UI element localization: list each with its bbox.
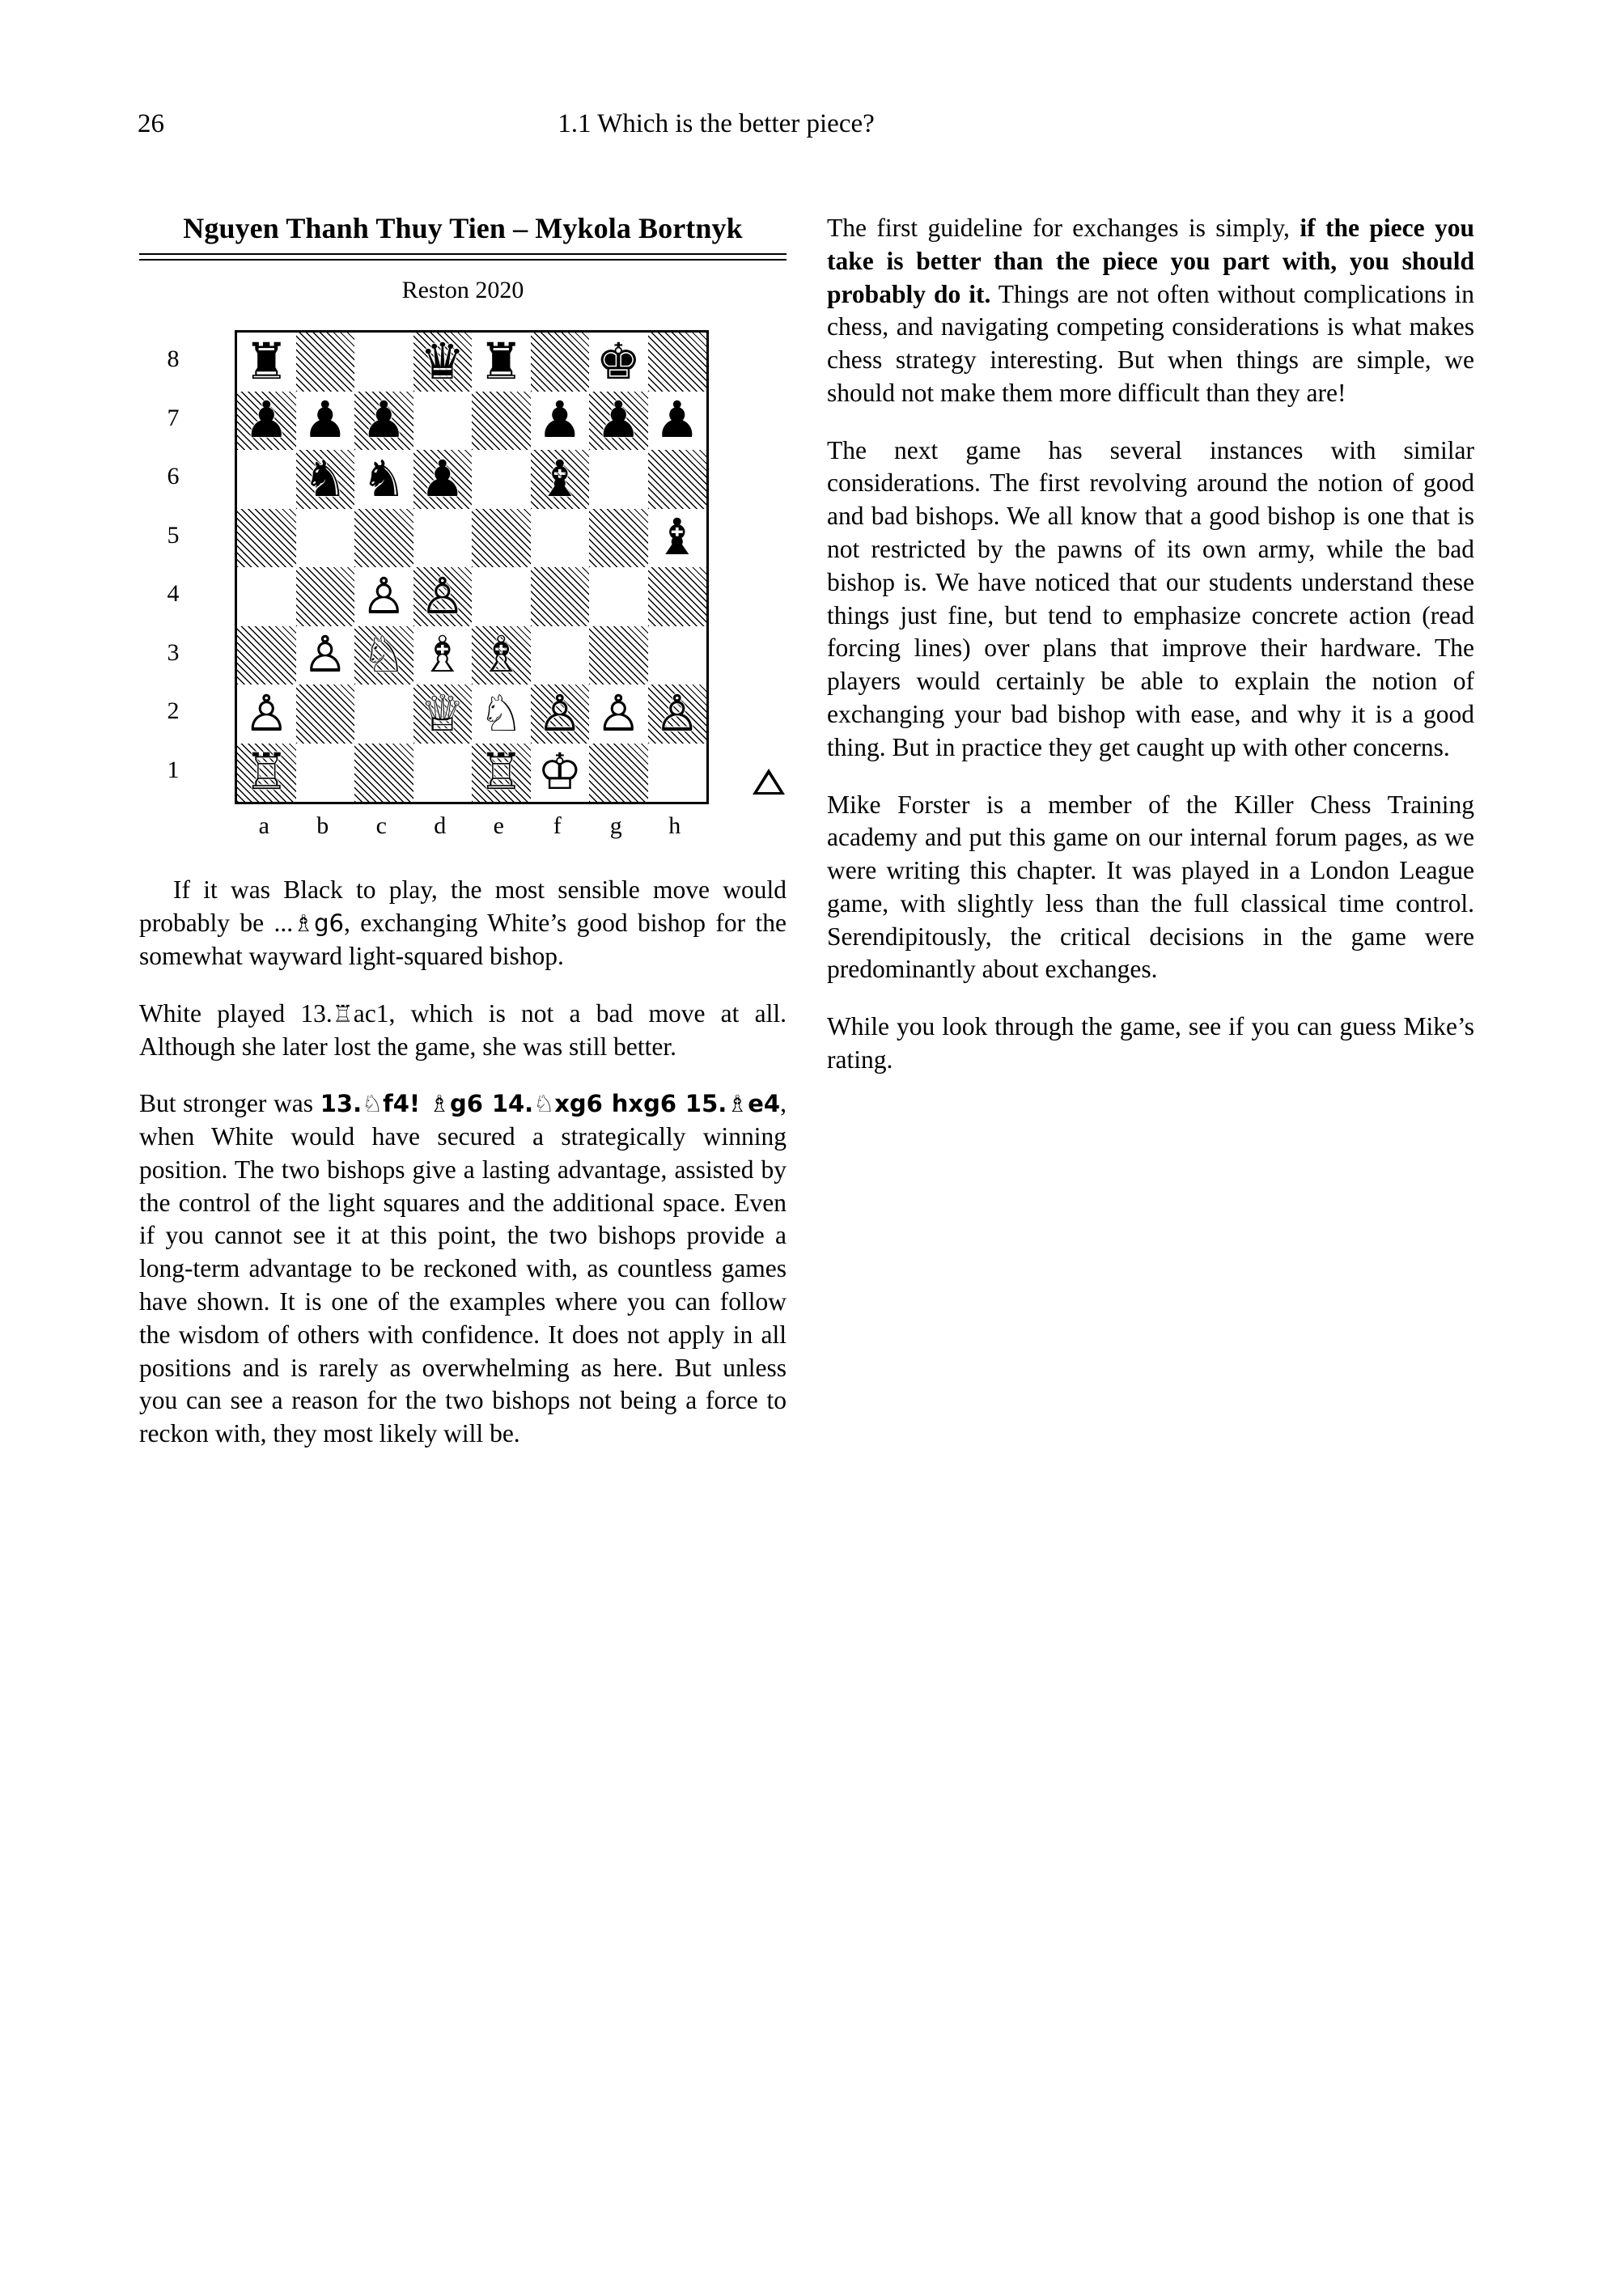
chess-piece: ♜ bbox=[478, 334, 524, 390]
board-square-a2 bbox=[237, 685, 296, 744]
board-square-d1 bbox=[413, 744, 473, 803]
board-square-c5 bbox=[354, 509, 413, 568]
right-column-text bbox=[827, 212, 1474, 1077]
board-square-f6 bbox=[531, 450, 590, 509]
text-run: , exchanging White’s good bishop for the somewhat wayward light-squared bishop. bbox=[139, 909, 787, 970]
board-square-h6 bbox=[648, 450, 707, 509]
white-to-move-marker bbox=[753, 769, 785, 795]
board-square-c7 bbox=[354, 392, 413, 451]
file-label: c bbox=[375, 812, 387, 840]
text-run: White played 13. bbox=[139, 998, 333, 1028]
file-label: b bbox=[316, 812, 329, 840]
chess-piece: ♟ bbox=[244, 393, 290, 449]
board-square-h1 bbox=[648, 744, 707, 803]
board-square-a6 bbox=[237, 450, 296, 509]
board-square-b6 bbox=[296, 450, 355, 509]
chess-piece: ♟ bbox=[302, 393, 348, 449]
chess-piece: ♙ bbox=[536, 686, 583, 742]
chess-piece: ♞ bbox=[361, 451, 407, 507]
chess-piece: ♝ bbox=[536, 451, 583, 507]
board-square-d5 bbox=[413, 509, 473, 568]
board-square-h2 bbox=[648, 685, 707, 744]
page-number: 26 bbox=[138, 109, 164, 138]
board-square-f8 bbox=[531, 333, 590, 392]
chess-piece: ♙ bbox=[419, 569, 465, 625]
running-title: 1.1 Which is the better piece? bbox=[558, 109, 875, 138]
text-run: If it was Black to play, the most sensible move would probably be ... bbox=[139, 875, 787, 938]
chess-board bbox=[235, 330, 709, 804]
chess-piece: ♙ bbox=[302, 628, 348, 684]
board-square-h5 bbox=[648, 509, 707, 568]
board-square-e8 bbox=[472, 333, 531, 392]
board-square-e2 bbox=[472, 685, 531, 744]
chess-piece: ♘ bbox=[361, 628, 407, 684]
board-square-f3 bbox=[531, 626, 590, 685]
file-label: e bbox=[493, 812, 504, 840]
board-square-h8 bbox=[648, 333, 707, 392]
board-square-c1 bbox=[354, 744, 413, 803]
rank-label: 8 bbox=[167, 345, 180, 373]
board-square-c4 bbox=[354, 567, 413, 626]
header-rule-bottom bbox=[139, 259, 787, 261]
running-head bbox=[138, 109, 1497, 142]
rank-label: 1 bbox=[167, 756, 180, 783]
file-label: d bbox=[434, 812, 447, 840]
chess-piece: ♟ bbox=[361, 393, 407, 449]
board-square-h4 bbox=[648, 567, 707, 626]
file-label: h bbox=[668, 812, 681, 840]
p-first-guideline bbox=[827, 212, 1474, 410]
text-run: Mike Forster is a member of the Killer Chess Training academy and put this game on our internal forum pages, as we were writing this chapter. It was played in a London League game, with slightly less than the full classical time control. Serendipitously, the critical decisions in the game were predominantly about exchanges. bbox=[827, 790, 1474, 984]
board-square-g5 bbox=[589, 509, 648, 568]
file-label: f bbox=[553, 812, 562, 840]
board-square-a1 bbox=[237, 744, 296, 803]
rank-label: 4 bbox=[167, 580, 180, 608]
game-players: Nguyen Thanh Thuy Tien – Mykola Bortnyk bbox=[183, 212, 743, 244]
file-label: g bbox=[609, 812, 622, 840]
rank-label: 6 bbox=[167, 463, 180, 490]
board-square-h7 bbox=[648, 392, 707, 451]
board-square-b4 bbox=[296, 567, 355, 626]
file-label: a bbox=[258, 812, 269, 840]
rank-label: 5 bbox=[167, 521, 180, 549]
chess-piece: ♖ bbox=[478, 745, 524, 801]
header-rule-top bbox=[139, 253, 787, 255]
board-square-f4 bbox=[531, 567, 590, 626]
right-column bbox=[827, 212, 1474, 1101]
board-square-f7 bbox=[531, 392, 590, 451]
p-stronger bbox=[139, 1087, 787, 1451]
board-square-g3 bbox=[589, 626, 648, 685]
board-square-a8 bbox=[237, 333, 296, 392]
p-mike-forster bbox=[827, 789, 1474, 987]
chess-piece: ♗ bbox=[419, 628, 465, 684]
chess-diagram bbox=[167, 330, 730, 840]
board-square-g4 bbox=[589, 567, 648, 626]
rank-label: 7 bbox=[167, 404, 180, 431]
text-run: The next game has several instances with similar considerations. The first revolving around the notion of good and bad bishops. We all know that a good bishop is one that is not restricted by the pawns of its own army, while the bad bishop is. We have noticed that our students understand these things just fine, but tend to emphasize concrete action (read forcing lines) over plans that improve their hardware. The players would certainly be able to explain the notion of exchanging your bad bishop with ease, and why it is a good thing. But in practice they get caught up with other concerns. bbox=[827, 435, 1474, 761]
board-square-d8 bbox=[413, 333, 473, 392]
chess-piece: ♙ bbox=[244, 686, 290, 742]
chess-piece: ♟ bbox=[654, 393, 700, 449]
text-run: The first guideline for exchanges is simply, bbox=[827, 214, 1300, 242]
text-run: Things are not often without complications in chess, and navigating competing considerations is what makes chess strategy interesting. But when things are simple, we should not make them more difficult than they are! bbox=[827, 279, 1475, 407]
text-run: While you look through the game, see if you can guess Mike’s rating. bbox=[827, 1012, 1474, 1074]
chess-piece: ♜ bbox=[244, 334, 290, 390]
board-square-a4 bbox=[237, 567, 296, 626]
board-square-g6 bbox=[589, 450, 648, 509]
chess-piece: ♙ bbox=[596, 686, 642, 742]
chess-piece: ♘ bbox=[478, 686, 524, 742]
rank-label: 3 bbox=[167, 638, 180, 666]
board-square-e7 bbox=[472, 392, 531, 451]
text-run: ♖ bbox=[332, 999, 354, 1028]
board-square-e6 bbox=[472, 450, 531, 509]
left-column-text bbox=[139, 874, 787, 1451]
rank-label: 2 bbox=[167, 697, 180, 725]
board-square-f2 bbox=[531, 685, 590, 744]
board-square-g7 bbox=[589, 392, 648, 451]
board-square-a7 bbox=[237, 392, 296, 451]
text-run: ♗g6 bbox=[293, 909, 344, 938]
chess-piece: ♚ bbox=[596, 334, 642, 390]
chess-piece: ♟ bbox=[419, 451, 465, 507]
game-event: Reston 2020 bbox=[401, 277, 524, 304]
file-labels bbox=[235, 812, 704, 840]
text-run: 13.♘f4! ♗g6 14.♘xg6 hxg6 15.♗e4 bbox=[320, 1090, 781, 1118]
board-square-f1 bbox=[531, 744, 590, 803]
board-square-e3 bbox=[472, 626, 531, 685]
board-square-b3 bbox=[296, 626, 355, 685]
board-square-b7 bbox=[296, 392, 355, 451]
board-square-d3 bbox=[413, 626, 473, 685]
board-square-g8 bbox=[589, 333, 648, 392]
board-square-d2 bbox=[413, 685, 473, 744]
left-column bbox=[139, 212, 787, 1475]
chess-piece: ♞ bbox=[302, 451, 348, 507]
chess-piece: ♗ bbox=[478, 628, 524, 684]
text-run: ac1, which is not a bad move at all. Although she later lost the game, she was still better. bbox=[139, 998, 787, 1061]
board-square-b2 bbox=[296, 685, 355, 744]
chess-piece: ♟ bbox=[536, 393, 583, 449]
board-square-c3 bbox=[354, 626, 413, 685]
chess-piece: ♙ bbox=[361, 569, 407, 625]
chess-piece: ♝ bbox=[654, 511, 700, 566]
chess-piece: ♟ bbox=[596, 393, 642, 449]
text-run: , when White would have secured a strategically winning position. The two bishops give a lasting advantage, assisted by the control of the light squares and the additional space. Even if you cannot see it at this point, the two bishops provide a long-term advantage to be reckoned with, as countless games have shown. It is one of the examples where you can follow the wisdom of others with confidence. It does not apply in all positions and is rarely as overwhelming as here. But unless you can see a reason for the two bishops not being a force to reckon with, they most likely will be. bbox=[139, 1089, 787, 1448]
board-square-e1 bbox=[472, 744, 531, 803]
board-square-d4 bbox=[413, 567, 473, 626]
chess-piece: ♕ bbox=[419, 686, 465, 742]
board-square-f5 bbox=[531, 509, 590, 568]
p-white-played bbox=[139, 998, 787, 1064]
board-square-e4 bbox=[472, 567, 531, 626]
p-guess-rating bbox=[827, 1011, 1474, 1077]
board-square-a3 bbox=[237, 626, 296, 685]
rank-labels bbox=[157, 330, 189, 799]
text-run: if the piece you take is better than the piece you part with, you should probably do it. bbox=[827, 214, 1475, 308]
board-square-a5 bbox=[237, 509, 296, 568]
board-square-b8 bbox=[296, 333, 355, 392]
board-square-b1 bbox=[296, 744, 355, 803]
board-square-d6 bbox=[413, 450, 473, 509]
chess-piece: ♖ bbox=[244, 745, 290, 801]
board-square-g1 bbox=[589, 744, 648, 803]
chess-piece: ♔ bbox=[536, 745, 583, 801]
p-black-to-play bbox=[139, 874, 787, 973]
chess-piece: ♛ bbox=[419, 334, 465, 390]
chess-piece: ♙ bbox=[654, 686, 700, 742]
text-run: But stronger was bbox=[139, 1089, 320, 1118]
board-square-c8 bbox=[354, 333, 413, 392]
board-square-c2 bbox=[354, 685, 413, 744]
board-square-h3 bbox=[648, 626, 707, 685]
board-square-e5 bbox=[472, 509, 531, 568]
p-next-game bbox=[827, 434, 1474, 765]
board-square-g2 bbox=[589, 685, 648, 744]
board-square-d7 bbox=[413, 392, 473, 451]
board-square-c6 bbox=[354, 450, 413, 509]
board-square-b5 bbox=[296, 509, 355, 568]
